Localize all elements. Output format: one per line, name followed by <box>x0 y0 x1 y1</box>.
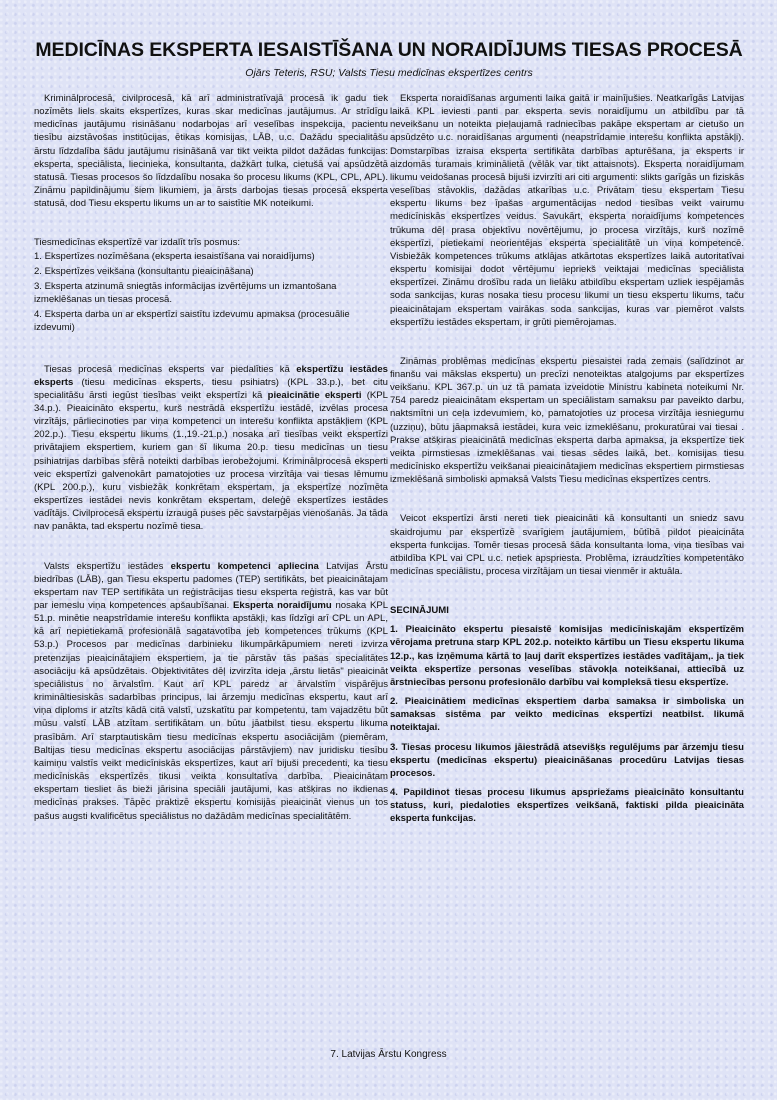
stages-list <box>34 250 388 335</box>
conclusions-list <box>390 623 744 825</box>
conclusions-heading: SECINĀJUMI <box>390 605 449 617</box>
page-footer: 7. Latvijas Ārstu Kongress <box>330 1049 447 1060</box>
text-run: (tiesu medicīnas eksperts, tiesu psihiatrs) (KPL 33.p.), bet citu specialitāšu ārsti iegūst tiesības veikt ekspertīzi kā <box>34 376 388 401</box>
right-paragraph-3: Veicot ekspertīzi ārsti nereti tiek pieaicināti kā konsultanti un sniedz savu skaidrojumu par ekspertīzē svarīgiem jautājumiem, būtībā pildot pieaicināta eksperta funkcijas. Tomēr tiesas procesā šāda konsultanta loma, viņa tiesības vai atbildība KPL vai CPL u.c. netiek apspriesta. Problēma, izraudzīties kompetentāko medicīnas speciālistu, procesa virzītājam un tiesai vienmēr ir aktuāla. <box>390 513 744 577</box>
article-author: Ojārs Teteris, RSU; Valsts Tiesu medicīnas ekspertīzes centrs <box>245 67 533 79</box>
article <box>34 38 744 1068</box>
article-title: MEDICĪNAS EKSPERTA IESAISTĪŠANA UN NORAIDĪJUMS TIESAS PROCESĀ <box>35 39 743 61</box>
stage-item: 4. Eksperta darba un ar ekspertīzi saistītu izdevumu apmaksa (procesuālie izdevumi) <box>34 309 350 334</box>
left-paragraph-3 <box>34 363 388 534</box>
stage-item: 3. Eksperta atzinumā sniegtās informācijas izvērtējums un izmantošana izmeklēšanas un tiesas procesā. <box>34 280 337 306</box>
right-paragraph-1: Eksperta noraidīšanas argumenti laika gaitā ir mainījušies. Neatkarīgās Latvijas laikā KPL ieviesti panti par eksperta sevis noraidījumu un atbildību par tā neveikšanu un noteikta pieļaujamā radniecības pakāpe ekspertam ar cietušo un apsūdzēto u.c. noraidīšanas argumenti (neapstrīdamie interešu konflikta apstākļi). Domstarpības izraisa eksperta sertifikāta darbības apturēšana, ja eksperts ir aizdomās turamais kriminālietā (vēlāk var tikt attaisnots). Eksperta noraidījumam likumu veidošanas procesā bijuši izvirzīti ari citi argumenti: slikts garīgās un fiziskās veselības stāvoklis, dažādas atkarības u.c. Privātam tiesu ekspertam Tiesu ekspertu likums bez īpašas argumentācijas nedod tiesības veikt vairumu medicīniskās ekspertīzes veidus. Savukārt, eksperta noraidījums kompetences trūkuma dēļ prasa objektīvu novērtējumu, jo procesa virzītājs, kurš nozīmē ekspertīzi, pietiekami neorientējas eksperta specialitātē un viņa kompetencē. Visbiežāk kompetences trūkums atklājas atkārtotas ekspertīzes laikā autoritatīvai ekspertu komisijai dodot vērtējumu iepriekš veiktajai medicīnas speciālista ekspertīzei. Zināmu drošību rada un lielāku atbildību ekspertam uzliek iespējamās soda sankcijas, kuras nosaka tiesu procesu likumi un tiesu ekspertu likums, taču pieaicinātajam ekspertam vairākas soda sankcijas, kuras var piemērot valsts ekspertīžu iestādes ekspertam, ir grūti piemērojamas. <box>390 93 744 328</box>
bold-term: Eksperta noraidījumu <box>233 600 332 611</box>
conclusion-item: 4. Papildinot tiesas procesu likumus apspriežams pieaicināto konsultantu statuss, kuri, piedaloties ekspertīzes veikšanā, faktiski pilda pieaicināta eksperta funkcijas. <box>390 787 744 825</box>
stages-intro: Tiesmedicīnas ekspertīzē var izdalīt trīs posmus: <box>34 237 241 249</box>
stage-item: 1. Ekspertīzes nozīmēšana (eksperta iesaistīšana vai noraidījums) <box>34 250 315 262</box>
conclusion-item: 2. Pieaicinātiem medicīnas ekspertiem darba samaksa ir simboliska un samaksas sistēma par veikto medicīnas ekspertīzi neatbilst. likumā noteiktajai. <box>390 696 744 734</box>
text-run: Valsts ekspertīžu iestādes <box>44 560 171 572</box>
bold-term: ekspertīžu iestādes eksperts <box>34 363 388 388</box>
text-run: Tiesas procesā medicīnas eksperts var piedalīties kā <box>44 363 297 375</box>
bold-term: ekspertu kompetenci apliecina <box>170 560 319 572</box>
right-column <box>390 92 744 832</box>
conclusion-item: 1. Pieaicināto ekspertu piesaistē komisijas medicīniskajām ekspertīzēm vērojama pretruna starp KPL 202.p. noteikto kārtību un Tiesu ekspertu likuma 12.p., kas izņēmuma kārtā to ļauj darīt ekspertīzes iestādes vadītājam,. ja tiek veikta ekspertīze personas veselības stāvokļa noteikšanai, attiecībā uz ārstniecības personu profesionālo darbību vai kompleksā tiesu ekspertīze. <box>390 624 744 688</box>
text-run: (KPL 34.p.). Pieaicināto ekspertu, kurš nestrādā ekspertīžu iestādē, izvēlas procesa virzītājs, pārliecinoties par viņa kompetenci un interešu konflikta apstākļiem (KPL 202.p.). Tiesu ekspertu likums (1.,19.-21.p.) nosaka arī tiesības veikt ekspertīzi privātajiem ekspertiem, kuriem gan šī likuma 20.p. tiesu medicīnas un tiesu psihiatrijas darbības sfērā noteikti darbības ierobežojumi. Kriminālprocesā eksperti veic ekspertīzi galvenokārt pamatojoties uz procesa virzītāja vai tiesas lēmumu (KPL 200.p.), kuru visbiežāk konkrētam ekspertam, ja ekspertīze nozīmēta ekspertīzes iestādei nevis konkrētam ekspertam, deleģē ekspertīzes iestādes vadītājs. Civilprocesā ekspertu izraugā puses pēc savstarpējas vienošanās. Ja tāda nav panākta, tad ekspertu nozīmē tiesa. <box>34 389 388 533</box>
left-column <box>34 92 388 832</box>
text-run: Latvijas Ārstu biedrības (LĀB), gan Tiesu ekspertu padomes (TEP) sertifikāts, bet pieaicinātajam ekspertam nav TEP sertifikāta un reģistrācijas tiesu eksperta reģistrā, kas var būt par iemeslu viņa kompetences apšaubīšanai. <box>34 560 388 611</box>
stage-item: 2. Ekspertīzes veikšana (konsultantu pieaicināšana) <box>34 265 254 277</box>
left-paragraph-4 <box>34 560 388 823</box>
bold-term: pieaicinātie eksperti <box>267 389 362 401</box>
conclusion-item: 3. Tiesas procesu likumos jāiestrādā atsevišķs regulējums par ārzemju tiesu ekspertu (medicīnas ekspertu) pieaicināšanas procedūru Latvijas tiesas procesos. <box>390 741 744 779</box>
right-paragraph-2: Zināmas problēmas medicīnas ekspertu piesaistei rada zemais (salīdzinot ar finanšu vai mākslas ekspertu) un precīzi nenoteiktas atalgojums par ekspertīzes veikšanu. KPL 367.p. un uz tā pamata izveidotie Ministru kabineta noteikumi Nr. 754 paredz pieaicinātam ekspertam un speciālistam samaksu par paveikto darbu, naktsmītni un ceļa izdevumiem, ko, pamatojoties uz procesa virzītāja iesniegumu (uzziņu), būtu jāapmaksā iestādei, kura veic izmeklēšanu, prokuratūrai vai tiesai . Prakse atšķiras pieaicinātā medicīnas eksperta darba apmaksa, ja ekspertīze tiek veikta pirmstiesas izmeklēšanas vai tiesas sēdes laikā, bet. komisijas tiesu medicīnisko ekspertīžu veikšanai pieaicinātajiem medicīnas ekspertiem pirmstiesas izmeklēšanā simboliski apmaksā Valsts Tiesu medicīnas ekspertīzes centrs. <box>390 355 744 486</box>
text-run: nosaka KPL 51.p. minētie neapstrīdamie interešu konflikta apstākļi, kas līdzīgi arī CPL un APL, kā arī nepietiekamā profesionālā sagatavotība jeb kompetences trūkums (KPL 53.p.) Procesos par medicīnas darbinieku likumpārkāpumiem nereti izvirza pretenzijas pieaicinātajiem ekspertiem, ja tie pārstāv tās pašas specialitātes asociāciju kā apsūdzētais. Objektivitātes dēļ izvirzīta ideja „ārstu lietās" pieaicināt speciālistus no ārvalstīm. Kaut arī KPL paredz ar ārvalstīm vispārējus krimināltiesiskās sadarbības principus, lai ārzemju medicīnas ekspertu, kaut arī viņa diploms ir atzīts kādā citā valstī, uzskatītu par kompetentu, tam vajadzētu būt mūsu valstī LĀB atzītam sertifikātam un būtu jāatbilst tiesu ekspertu likuma prasībām. Arī starptautiskām tiesu medicīnas ekspertu asociācijām (piemēram, Baltijas tiesu medicīnas ekspertu asociācijas pārstāvjiem) nav juridisku tiesību kaimiņu valstīs veikt medicīniskās ekspertīzes, kaut arī bijuši precedenti, ka tiesu medicīniskās ekspertīzēs tikusi veikta konsultatīva darbība. Pieaicinātam ekspertam tiesliet ās bieži jārisina speciāli jautājumi, kas atšķiras no ikdienas medicīnas prakses. Tāpēc praktizē ekspertu komisijās pieaicināt vienus un tos pašus augsti kvalificētus speciālistus no dažādām medicīnas specialitātēm. <box>34 600 389 822</box>
left-paragraph-1: Kriminālprocesā, civilprocesā, kā arī administratīvajā procesā ik gadu tiek nozīmēts liels skaits ekspertīzes, kuras skar medicīnas jautājumus. Ar strīdīgu medicīnas jautājumu risināšanu nodarbojas arī veselības inspekcija, pacientu tiesību aizstāvošas institūcijas, ētikas komisijas, LĀB, u.c. Dažādu specialitāšu ārstu līdzdalība šādu jautājumu risināšanā var tikt veikta pildot dažādas funkcijas: eksperta, speciālista, liecinieka, konsultanta, dažkārt tulka, cietušā vai apsūdzētā statusā. Tiesas procesos šo līdzdalību nosaka šo procesu likums (KPL, CPL, APL). Zināmu papildinājumu šiem likumiem, ja ārsts darbojas tiesas procesā eksperta statusā, dod Tiesu ekspertu likums un ar to saistītie MK noteikumi. <box>34 93 388 210</box>
article-columns <box>34 92 744 832</box>
